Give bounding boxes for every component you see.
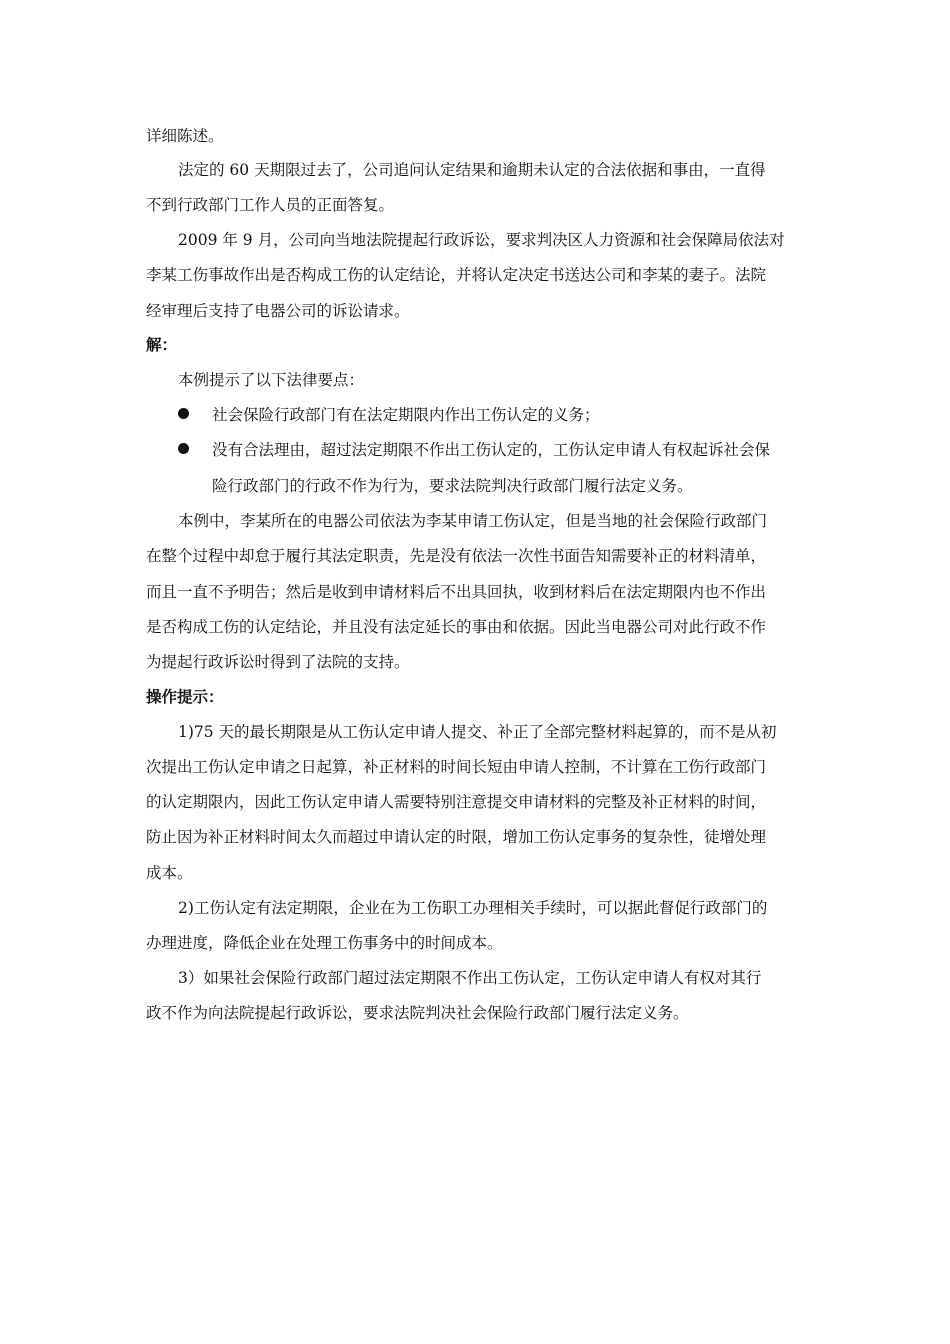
paragraph-line: 2009 年 9 月，公司向当地法院提起行政诉讼，要求判决区人力资源和社会保障局依法对 xyxy=(178,231,785,249)
paragraph-line: 2)工伤认定有法定期限，企业在为工伤职工办理相关手续时，可以据此督促行政部门的 xyxy=(178,899,768,917)
paragraph-line: 而且一直不予明告；然后是收到申请材料后不出具回执，收到材料后在法定期限内也不作出 xyxy=(146,583,767,601)
section-heading-analysis: 解： xyxy=(146,336,178,354)
section-heading-tips: 操作提示： xyxy=(146,688,224,706)
paragraph-line: 次提出工伤认定申请之日起算，补正材料的时间长短由申请人控制，不计算在工伤行政部门 xyxy=(146,758,767,776)
bullet-item-continuation: 险行政部门的行政不作为行为，要求法院判决行政部门履行法定义务。 xyxy=(212,477,693,495)
paragraph-line: 本例提示了以下法律要点： xyxy=(178,371,365,389)
bullet-item: 没有合法理由，超过法定期限不作出工伤认定的，工伤认定申请人有权起诉社会保 xyxy=(212,441,771,459)
paragraph-line: 李某工伤事故作出是否构成工伤的认定结论，并将认定决定书送达公司和李某的妻子。法院 xyxy=(146,266,767,284)
paragraph-line: 本例中，李某所在的电器公司依法为李某申请工伤认定，但是当地的社会保险行政部门 xyxy=(178,512,768,530)
paragraph-line: 经审理后支持了电器公司的诉讼请求。 xyxy=(146,302,410,320)
paragraph-line: 办理进度，降低企业在处理工伤事务中的时间成本。 xyxy=(146,934,503,952)
paragraph-line: 在整个过程中却怠于履行其法定职责，先是没有依法一次性书面告知需要补正的材料清单， xyxy=(146,547,767,565)
paragraph-line: 1)75 天的最长期限是从工伤认定申请人提交、补正了全部完整材料起算的，而不是从初 xyxy=(178,723,777,741)
paragraph-line: 的认定期限内，因此工伤认定申请人需要特别注意提交申请材料的完整及补正材料的时间， xyxy=(146,793,767,811)
bullet-item: 社会保险行政部门有在法定期限内作出工伤认定的义务； xyxy=(212,406,600,424)
paragraph-line: 详细陈述。 xyxy=(146,127,224,145)
paragraph-line: 是否构成工伤的认定结论，并且没有法定延长的事由和依据。因此当电器公司对此行政不作 xyxy=(146,618,767,636)
paragraph-line: 法定的 60 天期限过去了，公司追问认定结果和逾期未认定的合法依据和事由，一直得 xyxy=(178,161,766,179)
bullet-icon xyxy=(178,443,189,454)
paragraph-line: 不到行政部门工作人员的正面答复。 xyxy=(146,196,395,214)
paragraph-line: 为提起行政诉讼时得到了法院的支持。 xyxy=(146,653,410,671)
bullet-icon xyxy=(178,408,189,419)
paragraph-line: 政不作为向法院提起行政诉讼，要求法院判决社会保险行政部门履行法定义务。 xyxy=(146,1004,689,1022)
paragraph-line: 防止因为补正材料时间太久而超过申请认定的时限，增加工伤认定事务的复杂性，徒增处理 xyxy=(146,828,767,846)
paragraph-line: 3）如果社会保险行政部门超过法定期限不作出工伤认定，工伤认定申请人有权对其行 xyxy=(178,969,762,987)
paragraph-line: 成本。 xyxy=(146,864,193,882)
